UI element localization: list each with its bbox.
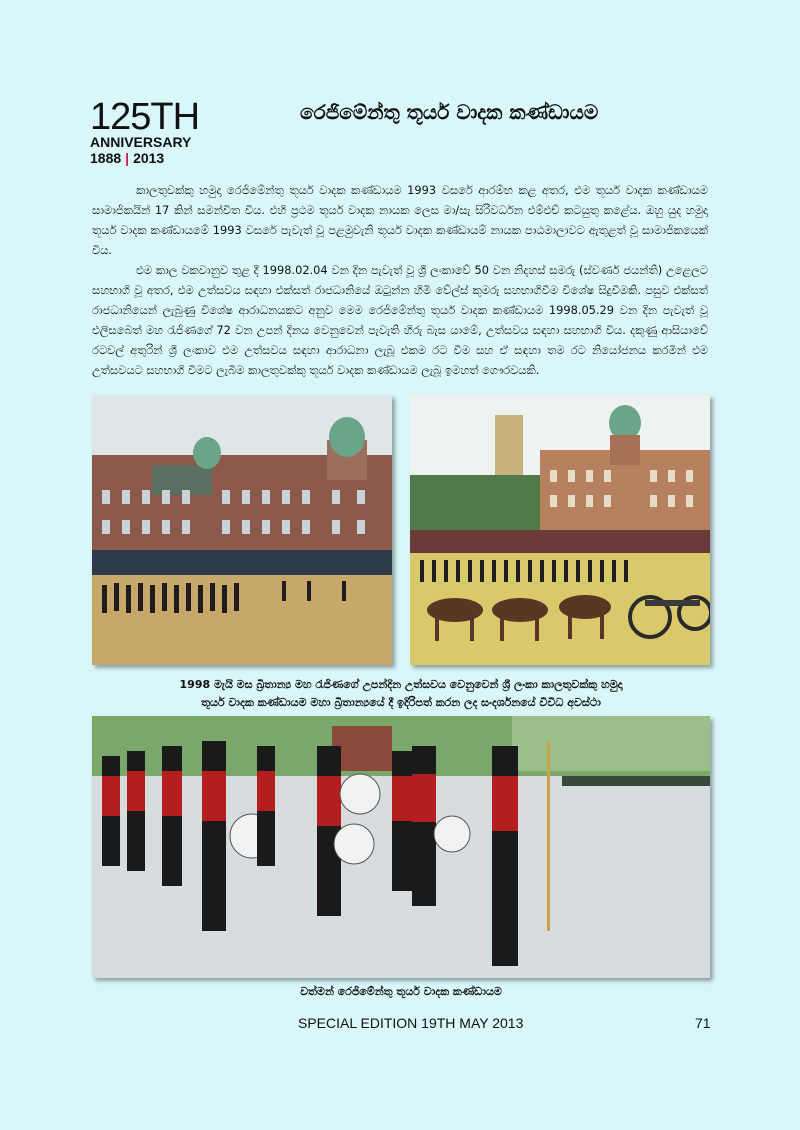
footer-edition: SPECIAL EDITION 19TH MAY 2013 [298,1015,524,1031]
paragraph-1: කාලතුවක්කු හමුදා රෙජිමේන්තු තූර්ය වාදක කණ්ඩායම 1993 වසරේ ආරම්භ කළ අතර, එම තූර්ය වාදක කණ්ඩායම සාමාජිකයින් 17 කින් සමන්විත විය. එහි ප්‍රථම තූර්ය වාදක නායක ලෙස මා/සැ සිරිවර්ධන එම්එච් කටයුතු කළේය. ඔහු යුද හමුදා තූර්ය වාදක කණ්ඩායමේ 1993 වසරේ පැවැත් වූ පළමුවැනි තූර්ය වාදක කණ්ඩායම් නායක පාඨමාලාවට ඇතුළත් වූ සාමාජිකයෙක් විය. [92,183,708,257]
article-body [92,180,708,380]
logo-125th: 125TH [90,96,200,138]
caption-top-line1: 1998 මැයි මස බ්‍රිතාන්‍ය මහ රැජිණගේ උපන්දින උත්සවය වෙනුවෙන් ශ්‍රී ලංකා කාලතුවක්කු හමුදා [179,678,623,691]
logo-year-start: 1888 [90,150,122,166]
logo-anniversary: ANNIVERSARY [90,134,192,150]
page-number: 71 [695,1015,711,1031]
anniversary-logo [90,96,200,166]
logo-years [90,150,200,166]
photo-horse-guards-parade [92,395,392,665]
photo-kings-troop-horses [410,395,710,665]
page-title: රෙජිමේන්තු තූර්ය වාදක කණ්ඩායම [300,100,599,124]
logo-year-end: 2013 [133,150,165,166]
caption-top-line2: තූර්ය වාදක කණ්ඩායම මහා බ්‍රිතාන්‍යයේ දී ඉදිරිපත් කරන ලද සංදර්ශනයේ විවිධ අවස්ථා [201,696,601,709]
paragraph-2: එම කාල වකවානුව තුළ දී 1998.02.04 වන දින පැවැත් වූ ශ්‍රී ලංකාවේ 50 වන නිදහස් සමරු (ස්වර්ණ ජයන්ති) උළෙලට සහභාගි වූ අතර, එම උත්සවය සඳහා එක්සත් රාජධානියේ ඔටුන්න හිමි වේල්ස් කුමරු සහභාගිවීම විශේෂ සිදුවීමකි. පසුව එක්සත් රාජධානියෙන් ලැබුණු විශේෂ ආරාධනයකට අනුව මෙම රෙජිමේන්තු තූර්ය වාදක කණ්ඩායම 1998.05.29 වන දින පැවැත් වූ එලිසබෙත් මහ රැජිණගේ 72 වන උපන් දිනය වෙනුවෙන් පැවැති හිරු බැස යාමේ, උත්සවය සඳහා සහභාගි විය. දකුණු ආසියාවේ රටවල් අතුරින් ශ්‍රී ලංකාව එම උත්සවය සඳහා ආරාධනා ලැබූ එකම රට වීම සහ ඒ සඳහා තම රට නියෝජනය කරමින් එම උත්සවයට සහභාගි වීමට ලැබීම කාලතුවක්කු තූර්ය වාදක කණ්ඩායම ලැබූ ඉමහත් ගෞරවයකි. [92,263,708,377]
caption-top [92,676,710,712]
logo-separator: | [125,150,130,166]
photo-current-band-marching [92,716,710,978]
caption-bottom: වත්මන් රෙජිමේන්තු තූර්ය වාදක කණ්ඩායම [300,985,502,998]
